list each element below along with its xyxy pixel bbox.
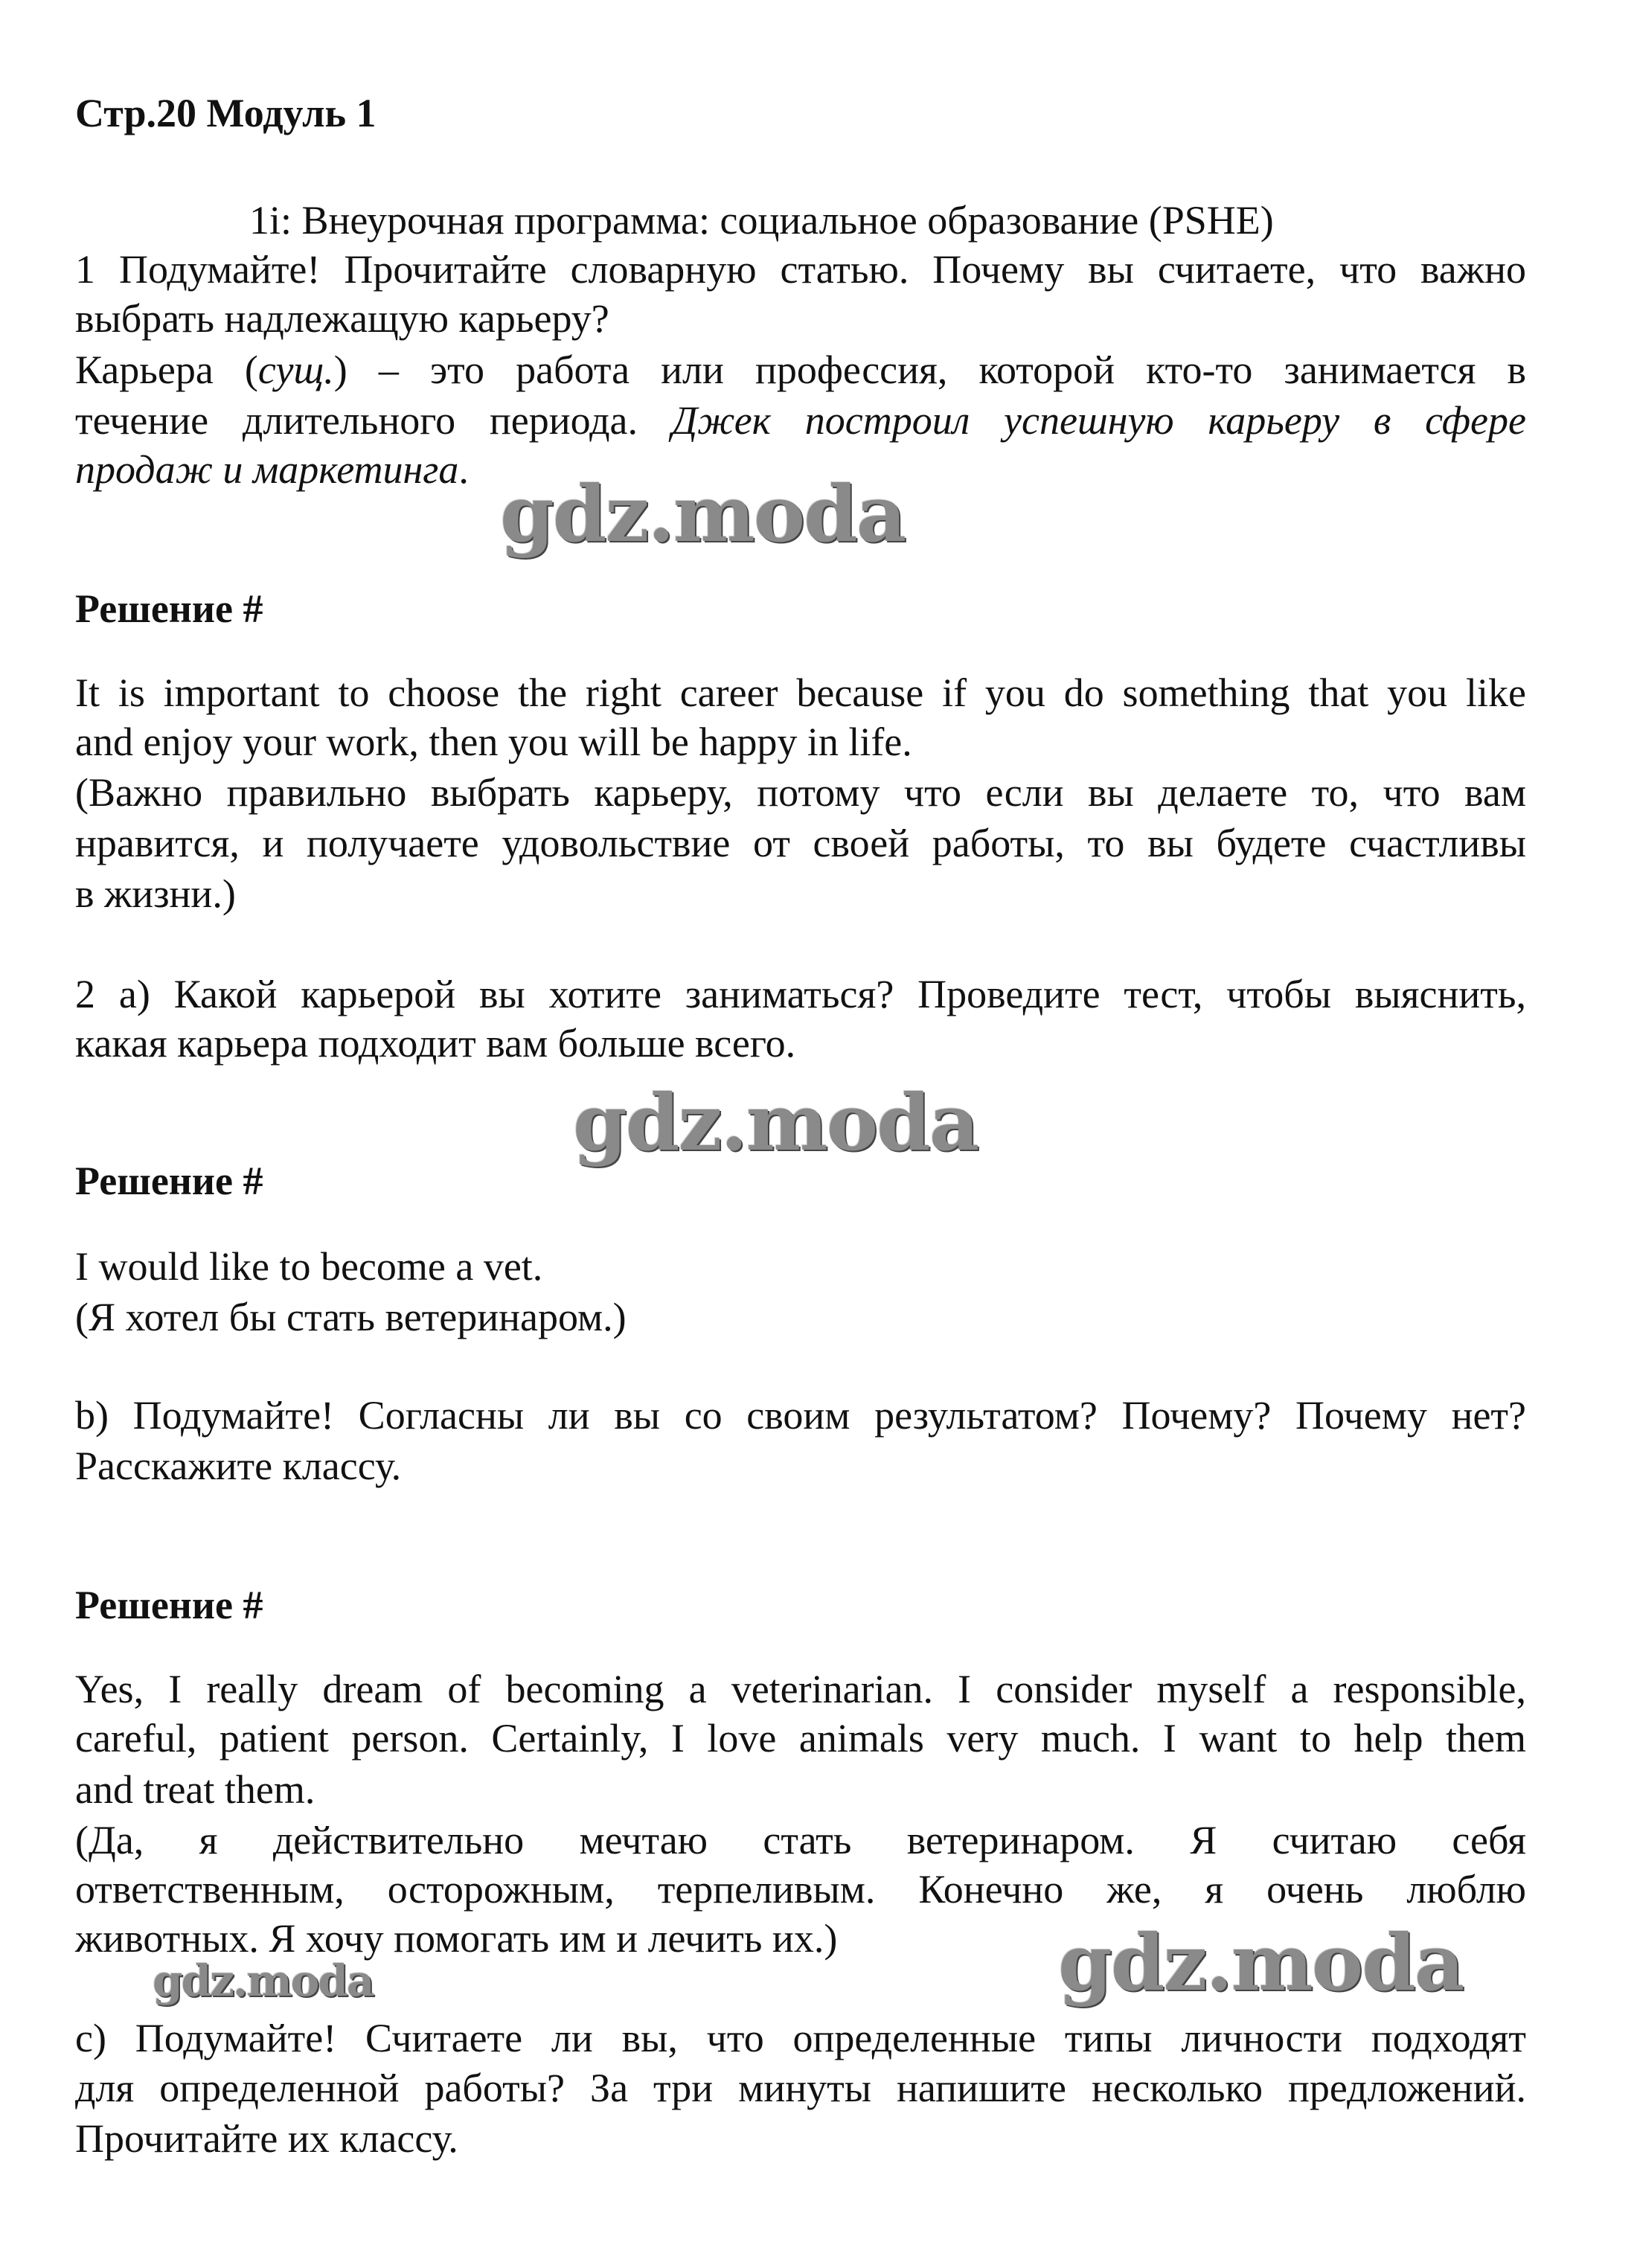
watermark-small: gdz.moda (153, 1955, 374, 2006)
solution-label: Решение # (75, 586, 263, 631)
definition-pos: сущ. (257, 347, 334, 392)
solution2b-line: (Да, я действительно мечтаю стать ветеринаром. Я считаю себя (75, 1818, 1526, 1862)
task2b-line: b) Подумайте! Согласны ли вы со своим результатом? Почему? Почему нет? (75, 1393, 1526, 1438)
task1-line: 1 Подумайте! Прочитайте словарную статью. Почему вы считаете, что важно (75, 247, 1526, 292)
solution-label: Решение # (75, 1159, 263, 1203)
solution2b-line: Yes, I really dream of becoming a veterinarian. I consider myself a responsible, (75, 1667, 1526, 1711)
solution1-line: в жизни.) (75, 871, 236, 916)
task2c-line: Прочитайте их классу. (75, 2116, 458, 2161)
solution-label: Решение # (75, 1583, 263, 1627)
definition-text: ) – это работа или профессия, которой кто-то занимается в (333, 347, 1526, 392)
definition-text: Карьера ( (75, 347, 258, 392)
definition-text: течение длительного периода. (75, 398, 672, 443)
solution2b-line: животных. Я хочу помогать им и лечить их.) (75, 1916, 838, 1961)
solution2b-line: ответственным, осторожным, терпеливым. Конечно же, я очень люблю (75, 1867, 1526, 1912)
task2c-line: c) Подумайте! Считаете ли вы, что определенные типы личности подходят (75, 2016, 1526, 2060)
solution1-line: (Важно правильно выбрать карьеру, потому что если вы делаете то, что вам (75, 770, 1526, 815)
task1-line: выбрать надлежащую карьеру? (75, 296, 609, 341)
watermark: gdz.moda (500, 468, 906, 560)
solution2b-line: careful, patient person. Certainly, I love animals very much. I want to help them (75, 1716, 1526, 1761)
definition-line (75, 345, 1526, 394)
definition-line (75, 396, 1526, 445)
task2a-line: 2 а) Какой карьерой вы хотите заниматься? Проведите тест, чтобы выяснить, (75, 972, 1526, 1016)
task2b-line: Расскажите классу. (75, 1444, 402, 1488)
watermark: gdz.moda (1058, 1917, 1464, 2008)
solution1-line: нравится, и получаете удовольствие от своей работы, то вы будете счастливы (75, 821, 1526, 865)
solution1-line: It is important to choose the right career because if you do something that you like (75, 670, 1526, 715)
task2a-line: какая карьера подходит вам больше всего. (75, 1021, 796, 1066)
definition-text: . (458, 447, 469, 492)
solution2b-line: and treat them. (75, 1767, 315, 1812)
solution2a-line: I would like to become a vet. (75, 1244, 543, 1289)
solution1-line: and enjoy your work, then you will be happy in life. (75, 720, 912, 764)
solution2a-line: (Я хотел бы стать ветеринаром.) (75, 1295, 627, 1339)
definition-example: продаж и маркетинга (75, 447, 459, 492)
lesson-heading: 1i: Внеурочная программа: социальное образование (PSHE) (249, 198, 1274, 243)
definition-example: Джек построил успешную карьеру в сфере (671, 398, 1526, 443)
watermark: gdz.moda (573, 1077, 978, 1168)
task2c-line: для определенной работы? За три минуты напишите несколько предложений. (75, 2066, 1526, 2110)
page-title: Стр.20 Модуль 1 (75, 91, 377, 135)
